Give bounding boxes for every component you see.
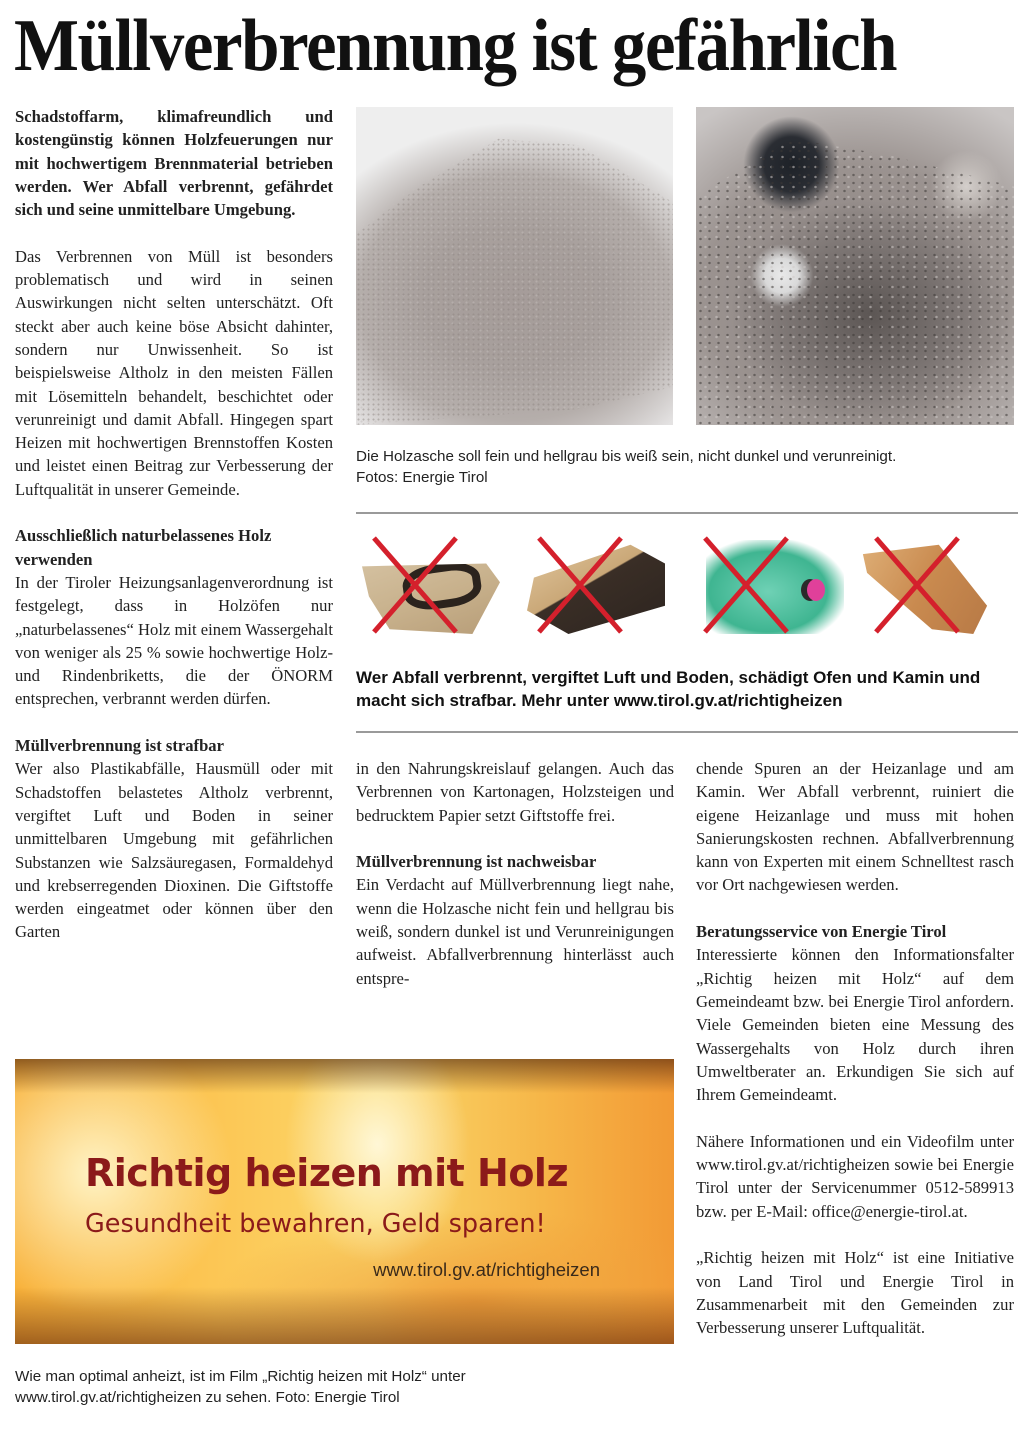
photo-caption-credit: Fotos: Energie Tirol [356,469,488,486]
banner-title: Richtig heizen mit Holz [85,1151,569,1195]
photo-caption [356,446,1018,488]
section-body-consulting: Interessierte können den Informationsfalter „Richtig heizen mit Holz“ auf dem Gemeindeamt bzw. bei Energie Tirol anfordern. Viele Gemeinden bieten eine Messung des Wassergehalts von Holz durch ihren Umweltberater an. Erkundigen Sie sich auf Ihrem Gemeindeamt. [696,945,1014,1105]
divider-top [356,512,1018,514]
photo-caption-line-1: Die Holzasche soll fein und hellgrau bis weiß sein, nicht dunkel und verunreinigt. [356,448,897,465]
continuation-paragraph: chende Spuren an der Heizanlage und am Kamin. Wer Abfall verbrennt, ruiniert die eigene Heizanlage und muss mit hohen Sanierungskosten rechnen. Abfallverbrennung kann von Experten mit einem Schnelltest rasch vor Ort nachgewiesen werden. [696,759,1014,895]
section-body-punishable: Wer also Plastikabfälle, Hausmüll oder mit Schadstoffen belastetes Altholz verbrennt, vergiftet Luft und Boden in seiner unmittelbaren Umgebung mit gefährlichen Substanzen wie Salzsäuregasen, Formaldehyd und krebserregenden Dioxinen. Die Giftstoffe werden eingeatmet oder können über den Garten [15,759,333,942]
banner-subtitle: Gesundheit bewahren, Geld sparen! [85,1209,546,1239]
column-2 [356,757,674,990]
continuation-paragraph: in den Nahrungskreislauf gelangen. Auch das Verbrennen von Kartonagen, Holzsteigen und bedrucktem Papier setzt Giftstoffe frei. [356,759,674,825]
forbidden-item-crate [521,530,671,640]
campaign-banner [15,1059,674,1344]
section-heading-detectable: Müllverbrennung ist nachweisbar [356,852,597,872]
red-cross-icon [700,530,850,640]
photo-fine-ash [356,107,673,425]
forbidden-item-plastic-bottle [700,530,850,640]
banner-caption [15,1366,677,1408]
headline: Müllverbrennung ist gefährlich [14,5,897,87]
column-1 [15,105,333,944]
lead-paragraph: Schadstoffarm, klimafreundlich und kostengünstig können Holzfeuerungen nur mit hochwertigem Brennmaterial betrieben werden. Wer Abfall verbrennt, gefährdet sich und seine unmittelbare Umgebung. [15,107,333,220]
photo-contaminated-ash [696,107,1014,425]
red-cross-icon [521,530,671,640]
banner-url-link[interactable]: www.tirol.gv.at/richtigheizen [373,1259,600,1280]
red-cross-icon [850,530,1000,640]
section-body-natural-wood: In der Tiroler Heizungsanlagenverordnung ist festgelegt, dass in Holzöfen nur „naturbelassenes“ Holz mit einem Wassergehalt von weniger als 25 % sowie hochwertige Holz- und Rindenbriketts, die der ÖNORM entsprechen, verbrannt werden dürfen. [15,572,333,709]
forbidden-item-painted-wood [850,530,1000,640]
info-paragraph: Nähere Informationen und ein Videofilm unter www.tirol.gv.at/richtigheizen sowie bei Energie Tirol unter der Servicenummer 0512-589913 bzw. per E-Mail: office@energie-tirol.at. [696,1131,1014,1221]
initiative-paragraph: „Richtig heizen mit Holz“ ist eine Initiative von Land Tirol und Energie Tirol in Zusammenarbeit mit den Gemeinden zur Verbesserung unserer Luftqualität. [696,1248,1014,1338]
red-cross-icon [356,530,506,640]
section-body-detectable: Ein Verdacht auf Müllverbrennung liegt nahe, wenn die Holzasche nicht fein und hellgrau bis weiß, sondern dunkel ist und Verunreinigungen aufweist. Abfallverbrennung hinterlässt auch entspre- [356,875,674,988]
banner-caption-line-1: Wie man optimal anheizt, ist im Film „Richtig heizen mit Holz“ unter [15,1368,466,1385]
section-heading-punishable: Müllverbrennung ist strafbar [15,736,224,756]
warning-text: Wer Abfall verbrennt, vergiftet Luft und Boden, schädigt Ofen und Kamin und macht sich strafbar. Mehr unter www.tirol.gv.at/richtigheizen [356,668,981,710]
banner-caption-line-2: www.tirol.gv.at/richtigheizen zu sehen. Foto: Energie Tirol [15,1389,400,1406]
section-heading-natural-wood: Ausschließlich naturbelassenes Holz verwenden [15,526,272,569]
intro-paragraph: Das Verbrennen von Müll ist besonders problematisch und wird in seinen Auswirkungen nicht selten unterschätzt. Oft steckt aber auch keine böse Absicht dahinter, sondern nur Unwissenheit. So ist beispielsweise Altholz in den meisten Fällen mit Lösemitteln behandelt, beschichtet oder verunreinigt und damit Abfall. Hingegen spart Heizen mit hochwertigen Brennstoffen Kosten und leistet einen Beitrag zur Verbesserung der Luftqualität in unserer Gemeinde. [15,246,333,499]
column-3 [696,757,1014,1339]
divider-bottom [356,731,1018,733]
forbidden-item-cardboard [356,530,506,640]
section-heading-consulting: Beratungsservice von Energie Tirol [696,922,947,942]
